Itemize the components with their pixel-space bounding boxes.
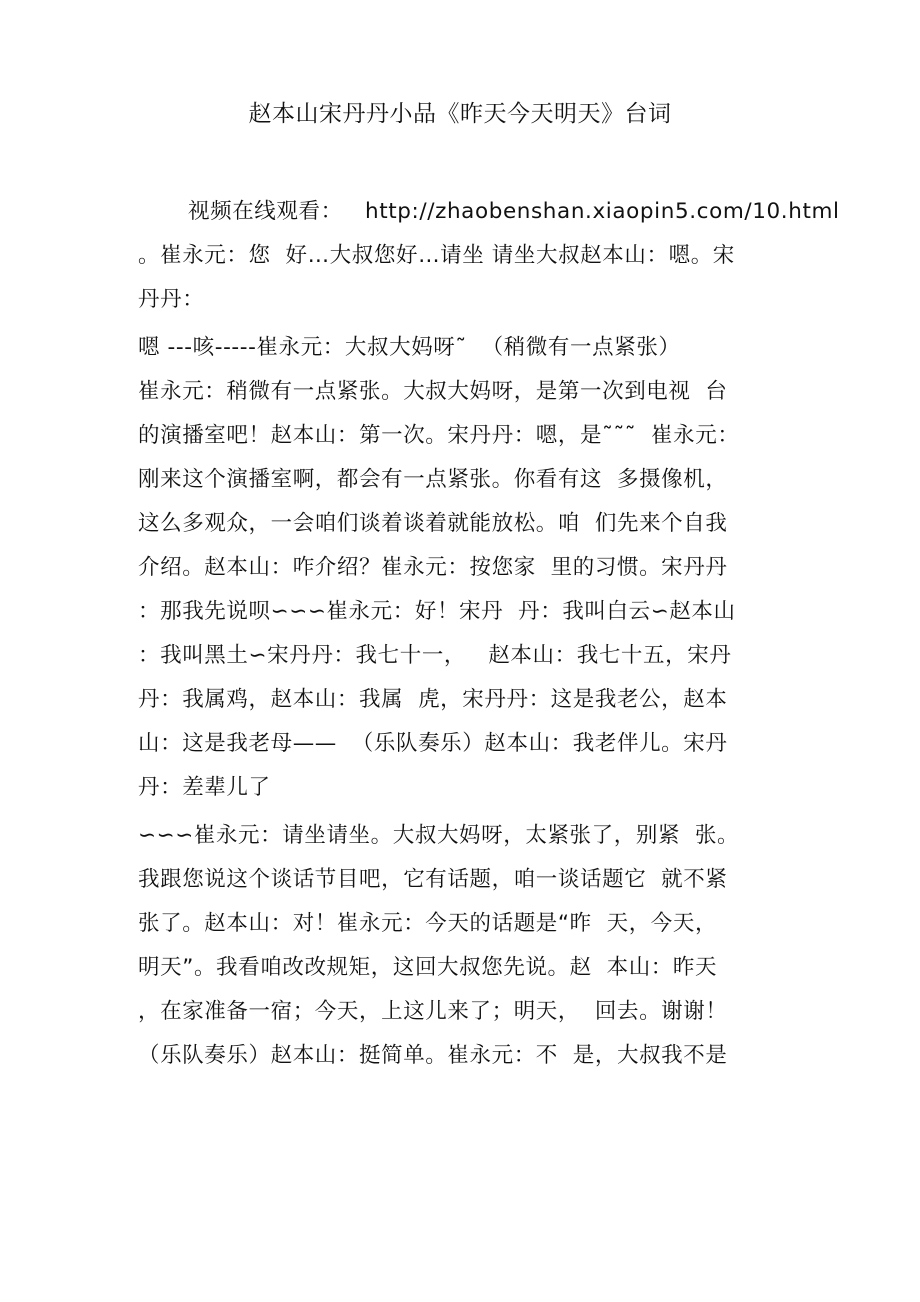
text-line: 这么多观众，一会咱们谈着谈着就能放松。咱 们先来个自我 — [138, 511, 728, 536]
text-line: 的演播室吧！赵本山：第一次。宋丹丹：嗯，是˜˜˜ 崔永元： — [138, 423, 740, 448]
text-line: 刚来这个演播室啊，都会有一点紧张。你看有这 多摄像机， — [138, 467, 728, 492]
text-line: 丹：差辈儿了 — [138, 775, 271, 800]
text-line: 明天”。我看咱改改规矩，这回大叔您先说。赵 本山：昨天 — [138, 955, 718, 980]
text-line: ∽∽∽崔永元：请坐请坐。大叔大妈呀，太紧张了，别紧 张。 — [138, 823, 740, 848]
text-line: ：我叫黑土∽宋丹丹：我七十一， 赵本山：我七十五，宋丹 — [138, 643, 732, 668]
text-line: 丹丹： — [138, 287, 205, 312]
document-title: 赵本山宋丹丹小品《昨天今天明天》台词 — [248, 101, 672, 127]
video-link-line: 视频在线观看： http://zhaobenshan.xiaopin5.com/10.html — [188, 199, 840, 224]
text-line: 。崔永元：您 好…大叔您好…请坐 请坐大叔赵本山：嗯。宋 — [138, 243, 735, 268]
text-line: ：那我先说呗∽∽∽崔永元：好！宋丹 丹：我叫白云∽赵本山 — [138, 599, 736, 624]
text-line: 我跟您说这个谈话节目吧，它有话题，咱一谈话题它 就不紧 — [138, 867, 728, 892]
text-line: ，在家准备一宿；今天，上这儿来了；明天， 回去。谢谢！ — [138, 999, 728, 1024]
text-line: 张了。赵本山：对！崔永元：今天的话题是“昨 天，今天， — [138, 911, 718, 936]
text-line: （乐队奏乐）赵本山：挺简单。崔永元：不 是，大叔我不是 — [138, 1043, 728, 1068]
text-line: 崔永元：稍微有一点紧张。大叔大妈呀，是第一次到电视 台 — [138, 379, 728, 404]
text-line: 介绍。赵本山：咋介绍？崔永元：按您家 里的习惯。宋丹丹 — [138, 555, 728, 580]
text-line: 丹：我属鸡，赵本山：我属 虎，宋丹丹：这是我老公，赵本 — [138, 687, 728, 712]
text-line: 嗯 ---咳-----崔永元：大叔大妈呀˜ （稍微有一点紧张） — [138, 335, 681, 360]
script-body — [138, 194, 840, 1082]
text-line: 山：这是我老母—— （乐队奏乐）赵本山：我老伴儿。宋丹 — [138, 731, 728, 756]
